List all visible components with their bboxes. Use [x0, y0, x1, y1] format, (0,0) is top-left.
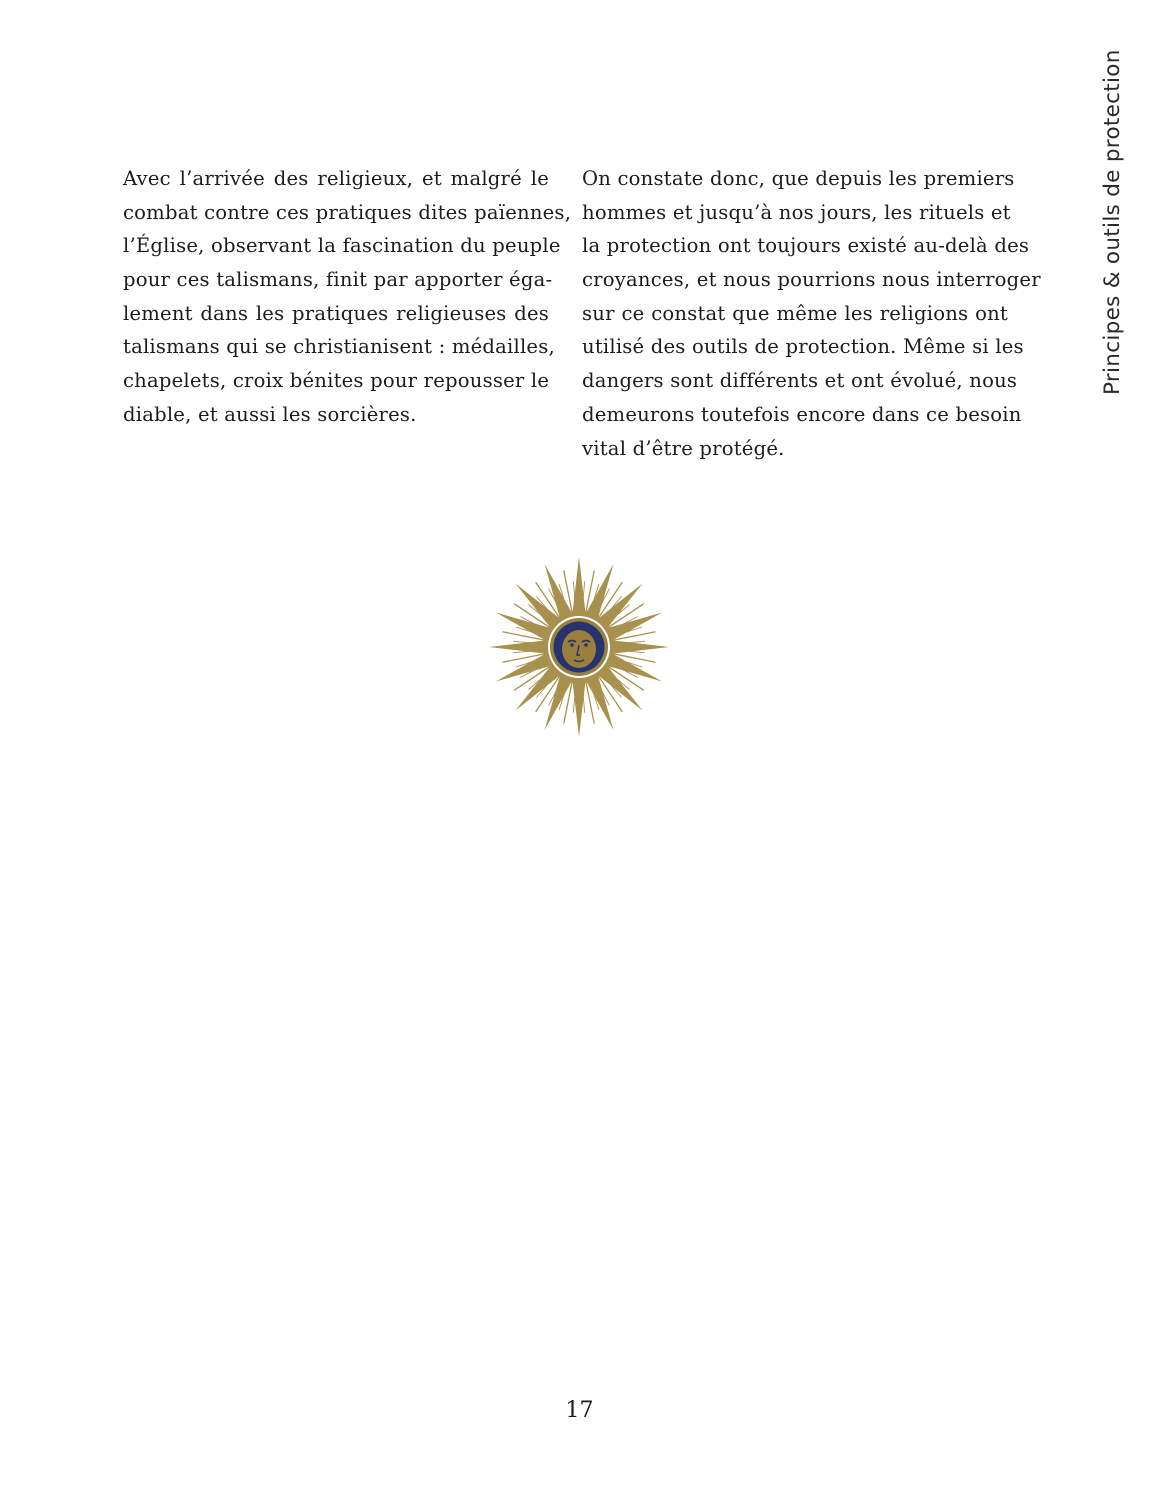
text-column-right	[582, 162, 1041, 465]
text-line: combat contre ces pratiques dites païennes,	[123, 200, 572, 224]
text-column-left	[123, 162, 572, 432]
text-line: hommes et jusqu’à nos jours, les rituels et	[582, 200, 1011, 224]
text-line: vital d’être protégé.	[582, 436, 785, 460]
text-line: utilisé des outils de protection. Même si les	[582, 335, 1024, 359]
text-line: la protection ont toujours existé au-delà des	[582, 234, 1030, 258]
text-line: talismans qui se christianisent : médailles,	[123, 335, 555, 359]
text-line: sur ce constat que même les religions ont	[582, 301, 1008, 325]
running-head: Principes & outils de protection	[1100, 49, 1125, 395]
sun-face	[562, 630, 596, 668]
text-line: pour ces talismans, finit par apporter éga-	[123, 268, 553, 292]
sun-face-icon	[488, 556, 670, 738]
page-number: 17	[565, 1398, 594, 1423]
text-line: diable, et aussi les sorcières.	[123, 402, 417, 426]
text-line: lement dans les pratiques religieuses des	[123, 301, 549, 325]
text-line: croyances, et nous pourrions nous interroger	[582, 268, 1041, 292]
text-line: On constate donc, que depuis les premiers	[582, 167, 1015, 190]
text-line: chapelets, croix bénites pour repousser le	[123, 369, 550, 393]
text-line: dangers sont différents et ont évolué, nous	[582, 369, 1018, 393]
text-line: l’Église, observant la fascination du peuple	[123, 234, 561, 258]
text-line: demeurons toutefois encore dans ce besoin	[582, 402, 1022, 426]
text-line: Avec l’arrivée des religieux, et malgré le	[123, 167, 549, 190]
